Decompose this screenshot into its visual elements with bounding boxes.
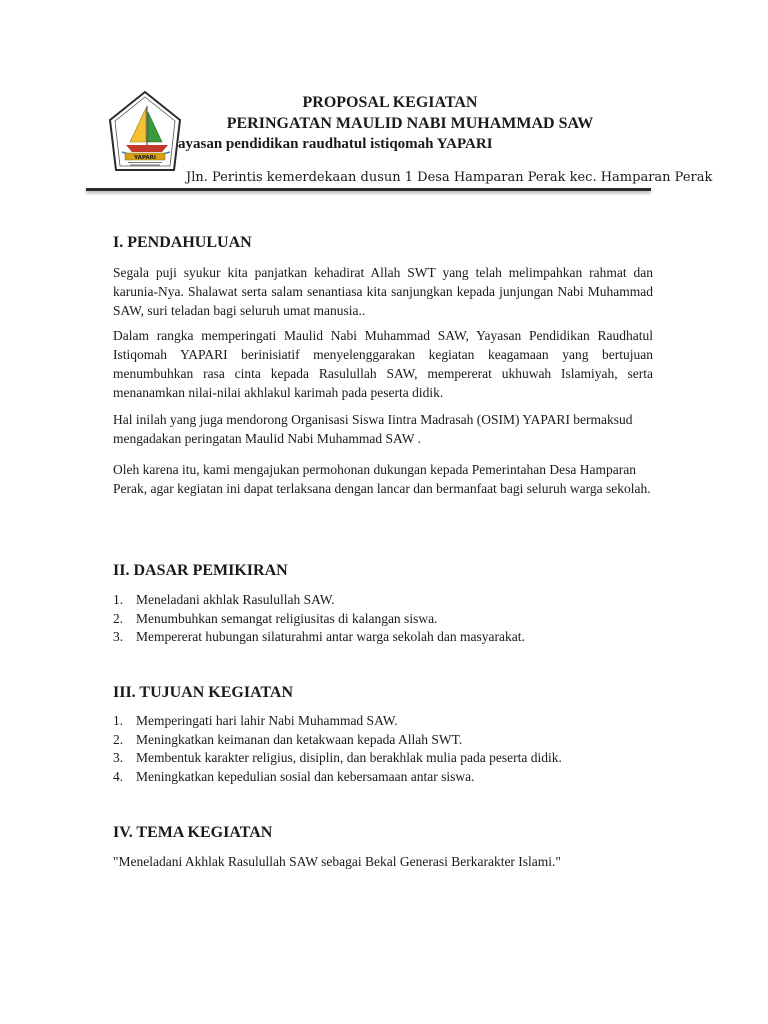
theme-text: "Meneladani Akhlak Rasulullah SAW sebagai Bekal Generasi Berkarakter Islami." xyxy=(113,854,561,869)
paragraph-3: Hal inilah yang juga mendorong Organisasi Siswa Iintra Madrasah (OSIM) YAPARI bermaksud mengadakan peringatan Maulid Nabi Muhammad SAW . xyxy=(113,412,633,446)
section-heading-dasar-pemikiran: II. DASAR PEMIKIRAN xyxy=(113,562,288,579)
list-number: 1. xyxy=(113,713,124,728)
dasar-pemikiran-list xyxy=(113,591,525,647)
list-text: Memperingati hari lahir Nabi Muhammad SAW. xyxy=(136,713,398,728)
list-item xyxy=(113,610,525,629)
paragraph-1: Segala puji syukur kita panjatkan kehadirat Allah SWT yang telah melimpahkan rahmat dan karunia-Nya. Shalawat serta salam senantiasa kita sanjungkan kepada junjungan Nabi Muhammad SAW, suri teladan bagi seluruh umat manusia.. xyxy=(113,265,653,318)
list-text: Meningkatkan kepedulian sosial dan kebersamaan antar siswa. xyxy=(136,768,475,784)
section-heading-pendahuluan: I. PENDAHULUAN xyxy=(113,234,252,251)
list-text: Meneladani akhlak Rasulullah SAW. xyxy=(136,592,335,607)
list-item xyxy=(113,591,525,610)
header-rule xyxy=(86,188,651,191)
list-text: Mempererat hubungan silaturahmi antar warga sekolah dan masyarakat. xyxy=(136,629,525,644)
list-item xyxy=(113,768,562,787)
list-number: 2. xyxy=(113,610,124,626)
section-heading-tujuan-kegiatan: III. TUJUAN KEGIATAN xyxy=(113,684,294,701)
tujuan-kegiatan-list xyxy=(113,712,562,786)
list-number: 3. xyxy=(113,750,124,765)
list-text: Meningkatkan keimanan dan ketakwaan kepada Allah SWT. xyxy=(136,731,463,747)
list-item xyxy=(113,731,562,750)
list-text: Membentuk karakter religius, disiplin, dan berakhlak mulia pada peserta didik. xyxy=(136,750,562,765)
list-text: Menumbuhkan semangat religiusitas di kalangan siswa. xyxy=(136,610,438,626)
list-number: 1. xyxy=(113,592,124,607)
foundation-name: ayasan pendidikan raudhatul istiqomah YAPARI xyxy=(178,136,493,152)
section-heading-tema-kegiatan: IV. TEMA KEGIATAN xyxy=(113,824,273,841)
list-item xyxy=(113,712,562,731)
paragraph-2: Dalam rangka memperingati Maulid Nabi Muhammad SAW, Yayasan Pendidikan Raudhatul Istiqomah YAPARI berinisiatif menyelenggarakan kegiatan keagamaan yang bertujuan menumbuhkan rasa cinta kepada Rasulullah SAW, mempererat ukhuwah Islamiyah, serta menanamkan nilai-nilai akhlakul karimah pada peserta didik. xyxy=(113,328,653,400)
svg-text:YAPARI: YAPARI xyxy=(134,155,156,161)
list-item xyxy=(113,749,562,768)
list-number: 3. xyxy=(113,629,124,644)
address-line: Jln. Perintis kemerdekaan dusun 1 Desa Hamparan Perak kec. Hamparan Perak xyxy=(186,170,713,185)
paragraph-4: Oleh karena itu, kami mengajukan permohonan dukungan kepada Pemerintahan Desa Hamparan Perak, agar kegiatan ini dapat terlaksana dengan lancar dan bermanfaat bagi seluruh warga sekolah. xyxy=(113,462,651,496)
list-number: 2. xyxy=(113,731,124,747)
title-line-1: PROPOSAL KEGIATAN xyxy=(302,94,478,111)
list-number: 4. xyxy=(113,768,124,784)
list-item xyxy=(113,628,525,647)
title-line-2: PERINGATAN MAULID NABI MUHAMMAD SAW xyxy=(226,115,594,132)
